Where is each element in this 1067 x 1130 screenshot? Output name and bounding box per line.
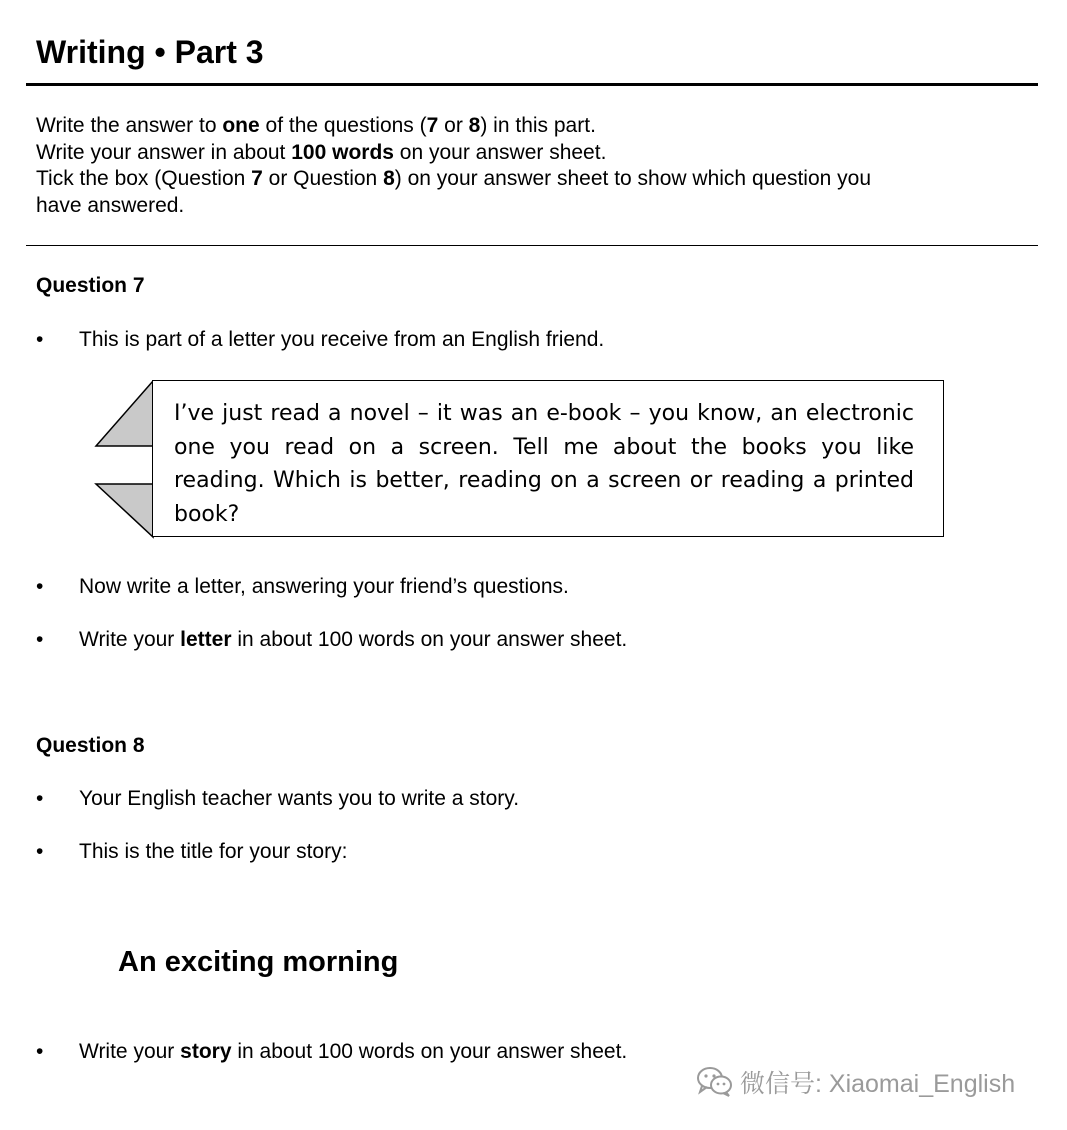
list-item: [36, 1039, 627, 1065]
text: of the questions (: [259, 114, 427, 137]
text: Now write a letter, answering your friend’s questions.: [79, 575, 569, 598]
text: or: [438, 114, 469, 137]
list-item: [36, 839, 347, 865]
list-item: [36, 327, 604, 353]
text: Write your answer in about: [36, 140, 292, 164]
story-title: An exciting morning: [118, 946, 399, 978]
bullet-icon: •: [36, 787, 44, 810]
text: or Question: [262, 167, 384, 190]
instruction-line-3: [36, 166, 976, 193]
wechat-icon: [696, 1066, 734, 1098]
emphasis: 100 words: [291, 140, 394, 164]
watermark-text: 微信号: Xiaomai_English: [740, 1070, 1016, 1098]
bullet-icon: •: [36, 575, 44, 598]
emphasis: letter: [180, 628, 232, 651]
list-item: [36, 627, 627, 653]
text: This is the title for your story:: [79, 840, 348, 863]
text: ) on your answer sheet to show which question you: [394, 167, 872, 190]
text: Write your: [79, 628, 181, 651]
tab-upper: [96, 381, 153, 446]
tab-lower: [96, 484, 153, 537]
text: Write the answer to: [36, 114, 223, 137]
list-item: [36, 786, 519, 812]
text: on your answer sheet.: [393, 140, 607, 164]
text: ) in this part.: [480, 114, 596, 137]
question-8-heading: Question 8: [36, 734, 145, 757]
text: This is part of a letter you receive from an English friend.: [79, 328, 605, 351]
emphasis: 8: [383, 167, 395, 190]
text: in about 100 words on your answer sheet.: [231, 628, 628, 651]
question-7-heading: Question 7: [36, 274, 145, 297]
emphasis: 7: [426, 114, 439, 137]
instruction-line-4: have answered.: [36, 193, 185, 217]
bullet-icon: •: [36, 328, 44, 351]
instructions: [36, 113, 976, 219]
bullet-icon: •: [36, 840, 44, 863]
text: Your English teacher wants you to write a story.: [79, 787, 520, 810]
watermark: [696, 1062, 1015, 1102]
instruction-line-2: [36, 140, 976, 167]
text: in about 100 words on your answer sheet.: [231, 1040, 628, 1063]
list-item: [36, 574, 569, 600]
emphasis: story: [180, 1040, 232, 1063]
emphasis: one: [222, 114, 260, 137]
section-divider: [26, 245, 1038, 246]
letter-excerpt: [94, 380, 948, 540]
letter-text: I’ve just read a novel – it was an e-book – you know, an electronic one you read on a screen. Tell me about the books you like reading. Which is better, reading on a screen or reading a printed book?: [152, 380, 944, 537]
text: Write your: [79, 1040, 181, 1063]
title-divider: [26, 83, 1038, 86]
emphasis: 8: [468, 114, 481, 137]
emphasis: 7: [251, 167, 263, 190]
bullet-icon: •: [36, 628, 44, 651]
instruction-line-1: [36, 113, 976, 140]
page-title: Writing • Part 3: [36, 34, 264, 70]
text: Tick the box (Question: [36, 167, 252, 190]
bullet-icon: •: [36, 1040, 44, 1063]
